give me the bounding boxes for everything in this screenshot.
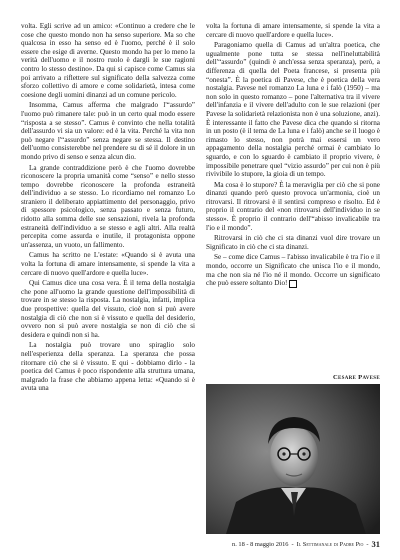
paragraph: La nostalgia può trovare uno spiraglio solo nell'esperienza della speranza. La speranza che possa ritornare ciò che si è vissuto. E qui - dobbiamo dirlo - la poetica del Camus è poco rispondente alla struttura umana, malgrado la frase che abbiamo appena letta: «Quando si è avuta una xyxy=(21,341,195,393)
paragraph: volta la fortuna di amare intensamente, si spende la vita a cercare di nuovo quell'ardore e quella luce». xyxy=(206,22,380,39)
paragraph: Insomma, Camus afferma che malgrado l'“assurdo” l'uomo può rimanere tale: può in un certo qual modo essere “risposta a se stesso”. Camus è convinto che nella totalità dell'assurdo vi sia un valore: ed è la vita. Perché la vita non può negare l'“assurdo” senza negare se stessa. Il destino dell'uomo consisterebbe nel prendere su di sé il dolore in un mondo privo di senso e senza alcun dio. xyxy=(21,101,195,161)
page-footer xyxy=(198,539,380,549)
paragraph xyxy=(206,253,380,287)
footer-separator: - xyxy=(291,540,294,548)
paragraph: Ma cosa è lo stupore? È la meraviglia per ciò che si pone dinanzi quando però questo provoca un'armonia, cioè un ritrovarsi. Il ritrovarsi è il sentirsi compreso e risolto. Ed è proprio il contrario del «non ritrovarsi dell'individuo in se stesso». È proprio il contrario dell'“abisso invalicabile tra l'io e il mondo”. xyxy=(206,180,380,232)
photo-caption: Cesare Pavese xyxy=(332,374,380,381)
portrait-photo-image xyxy=(206,384,380,534)
article-column-left xyxy=(21,22,195,395)
end-of-article-mark xyxy=(289,280,297,288)
paragraph: volta. Egli scrive ad un amico: «Continuo a credere che le cose che questo mondo non ha senso superiore. Ma so che qualcosa in esso ha senso ed è l'uomo, perché è il solo essere che esige di averne. Questo mondo ha per lo meno la verità dell'uomo e il nostro ruolo è dargli le sue ragioni contro lo stesso destino». Da qui si capisce come Camus sia poi arrivato a riflettere sul significato della salvezza come sforzo collettivo di amore e come solidarietà, intesa come coesione degli uomini dinanzi ad un comune pericolo. xyxy=(21,22,195,99)
paragraph: Qui Camus dice una cosa vera. È il tema della nostalgia che pone all'uomo la grande questione dell'impossibilità di trovare in se stesso la risposta. La nostalgia, infatti, implica due prospettive: quella del vissuto, cioè non si può avere nostalgia di ciò che non si è vissuto e quella del desiderio, ovvero non si può avere nostalgia se non di ciò che si desidera e quindi non si ha. xyxy=(21,279,195,339)
paragraph: Paragoniamo quella di Camus ad un'altra poetica, che ugualmente pone tutta se stessa nell'ineluttabilità dell'“assurdo” (quindi è anch'essa senza speranza), però, a differenza di quella del Poeta francese, si presenta più “onesta”. È la poetica di Pavese, che è poetica della vera nostalgia. Pavese nel romanzo La luna e i falò (1950) – ma non solo in questo romanzo – pone l'alternativa tra il vivere dell'infanzia e il vivere dell'adulto con le sue relazioni (per Pavese la solidarietà relazionista non è una soluzione, anzi). È interessante il fatto che Pavese dica che quando si ritorna in un posto (è il tema de La luna e i falò) anche se il luogo è rimasto lo stesso, non potrà mai essersi un vero appagamento della nostalgia perché ormai è cambiato lo sguardo, e con lo sguardo è cambiato il proprio vivere, è impossibile penetrare quel “vizio assurdo” per cui non è più rivivibile lo stupore, la gioia di un tempo. xyxy=(206,41,380,179)
issue-date: n. 18 - 8 maggio 2016 xyxy=(232,540,289,548)
portrait-photo xyxy=(206,384,380,534)
paragraph: La grande contraddizione però è che l'uomo dovrebbe riconoscere la propria umanità come “senso” e nello stesso tempo dovrebbe riconoscere la profonda estraneità dell'individuo a se stesso. Lo ricordiamo nel romanzo Lo straniero il deliberato appiattimento del personaggio, privo di spessore psicologico, senza passato e senza futuro, ridotto alla somma delle sue sensazioni, rivela la profonda estraneità dell'individuo a se stesso e agli altri. Alla realtà percepita come assurda e inutile, il protagonista oppone un'assenza, un vuoto, un fallimento. xyxy=(21,163,195,249)
paragraph: Camus ha scritto ne L'estate: «Quando si è avuta una volta la fortuna di amare intensamente, si spende la vita a cercare di nuovo quell'ardore e quella luce». xyxy=(21,251,195,277)
footer-separator: - xyxy=(366,540,369,548)
publication-name: Il Settimanale di Padre Pio xyxy=(296,540,364,548)
article-column-right xyxy=(206,22,380,290)
paragraph-text: Se – come dice Camus – l'abisso invalicabile è tra l'io e il mondo, occorre un Significato che unisca l'io e il mondo, ma che non sia né l'io né il mondo. Occorre un significato che può essere soltanto Dio! xyxy=(206,253,380,288)
page-number: 31 xyxy=(371,539,380,549)
paragraph: Ritrovarsi in ciò che ci sta dinanzi vuol dire trovare un Significato in ciò che ci sta dinanzi. xyxy=(206,234,380,251)
